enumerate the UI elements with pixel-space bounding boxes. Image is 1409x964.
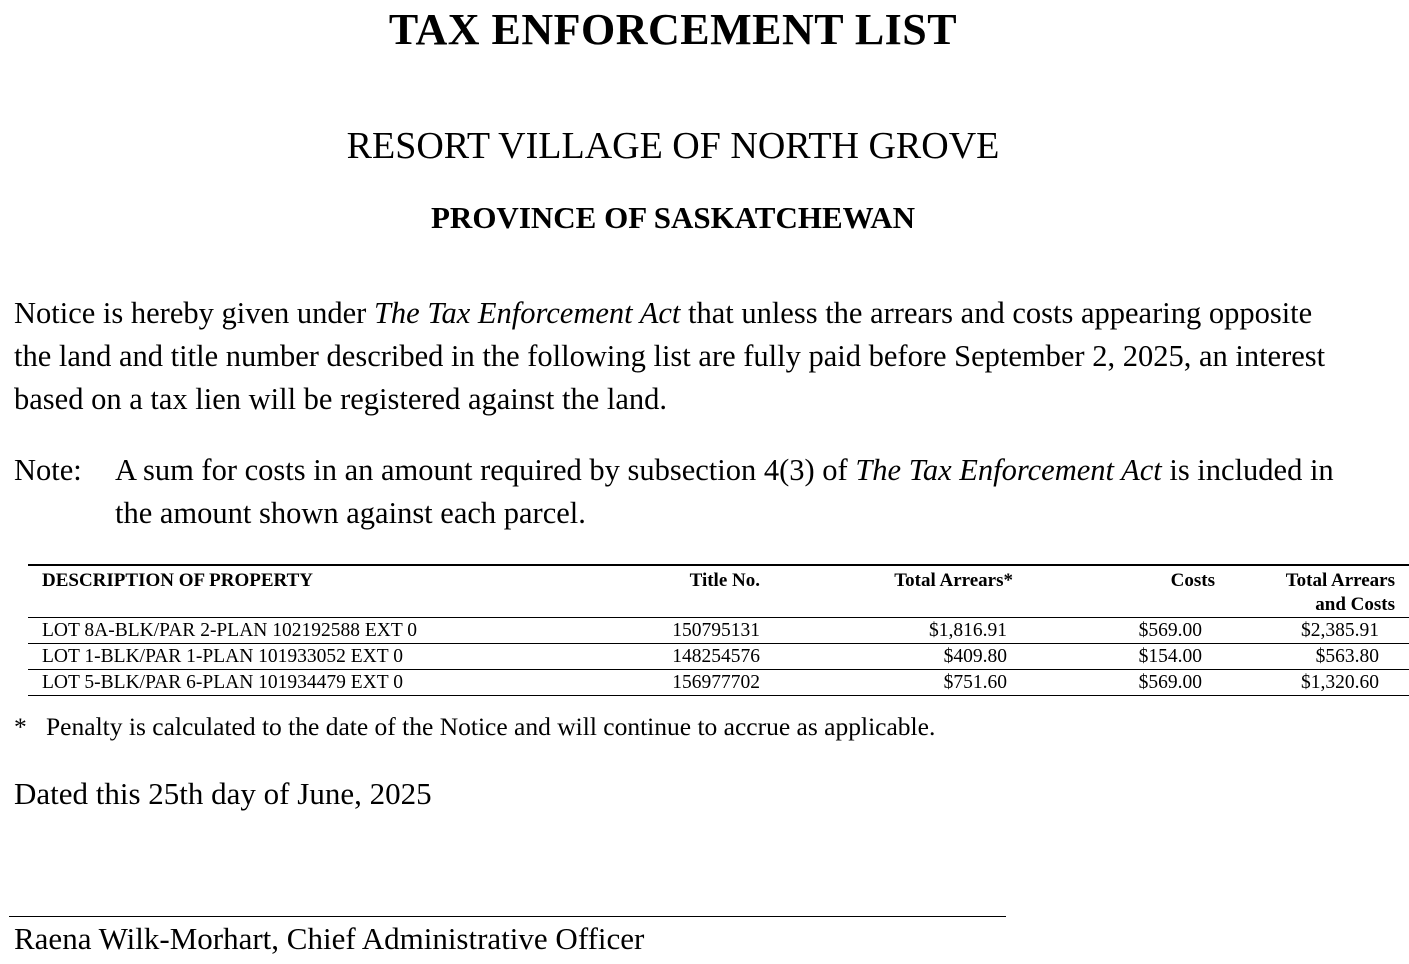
notice-suffix: that unless the arrears and costs appearing opposite the land and title number described in the following list are fully paid before September 2, 2025, an interest based on a tax lien will be registered against the land. <box>14 296 1326 416</box>
note-act-name: The Tax Enforcement Act <box>855 453 1162 487</box>
table-row <box>28 644 1409 670</box>
column-header-total-arrears-and-costs <box>1229 565 1409 618</box>
column-header-description: DESCRIPTION OF PROPERTY <box>42 570 313 591</box>
note-suffix: is included in the amount shown against each parcel. <box>115 453 1334 530</box>
signer-name: Raena Wilk-Morhart, Chief Administrative Officer <box>14 921 645 956</box>
column-header-total-arrears: Total Arrears* <box>894 570 1013 591</box>
cell-title-no: 156977702 <box>616 670 774 696</box>
dated-line: Dated this 25th day of June, 2025 <box>14 776 432 811</box>
cell-description: LOT 8A-BLK/PAR 2-PLAN 102192588 EXT 0 <box>28 618 616 644</box>
arrears-table-container <box>28 564 1395 696</box>
note-label: Note: <box>14 453 82 487</box>
table-header-row <box>28 565 1409 618</box>
notice-act-name: The Tax Enforcement Act <box>373 296 681 330</box>
table-row <box>28 670 1409 696</box>
cell-total-arrears: $1,816.91 <box>774 618 1031 644</box>
column-header-total-line1: Total Arrears <box>1285 570 1395 591</box>
signature-line <box>9 916 1006 917</box>
note-body <box>115 449 1345 535</box>
cell-total: $2,385.91 <box>1229 618 1409 644</box>
cell-total-arrears: $409.80 <box>774 644 1031 670</box>
cell-title-no: 148254576 <box>616 644 774 670</box>
note-prefix: A sum for costs in an amount required by subsection 4(3) of <box>115 453 856 487</box>
cell-description: LOT 5-BLK/PAR 6-PLAN 101934479 EXT 0 <box>28 670 616 696</box>
cell-costs: $569.00 <box>1031 618 1229 644</box>
municipality-name: RESORT VILLAGE OF NORTH GROVE <box>346 125 1000 167</box>
footnote-marker: * <box>14 712 27 741</box>
document-title: TAX ENFORCEMENT LIST <box>388 5 958 54</box>
notice-prefix: Notice is hereby given under <box>14 296 374 330</box>
penalty-footnote <box>14 712 935 742</box>
footnote-text: Penalty is calculated to the date of the Notice and will continue to accrue as applicable. <box>46 712 936 741</box>
cell-title-no: 150795131 <box>616 618 774 644</box>
arrears-table <box>28 564 1409 696</box>
column-header-title-no: Title No. <box>689 570 760 591</box>
cell-total: $563.80 <box>1229 644 1409 670</box>
column-header-costs: Costs <box>1170 570 1215 591</box>
province-name: PROVINCE OF SASKATCHEWAN <box>431 200 915 235</box>
column-header-total-line2: and Costs <box>1315 594 1395 615</box>
cell-description: LOT 1-BLK/PAR 1-PLAN 101933052 EXT 0 <box>28 644 616 670</box>
table-row <box>28 618 1409 644</box>
cell-costs: $569.00 <box>1031 670 1229 696</box>
cell-costs: $154.00 <box>1031 644 1229 670</box>
notice-paragraph <box>14 292 1344 421</box>
cell-total: $1,320.60 <box>1229 670 1409 696</box>
cell-total-arrears: $751.60 <box>774 670 1031 696</box>
